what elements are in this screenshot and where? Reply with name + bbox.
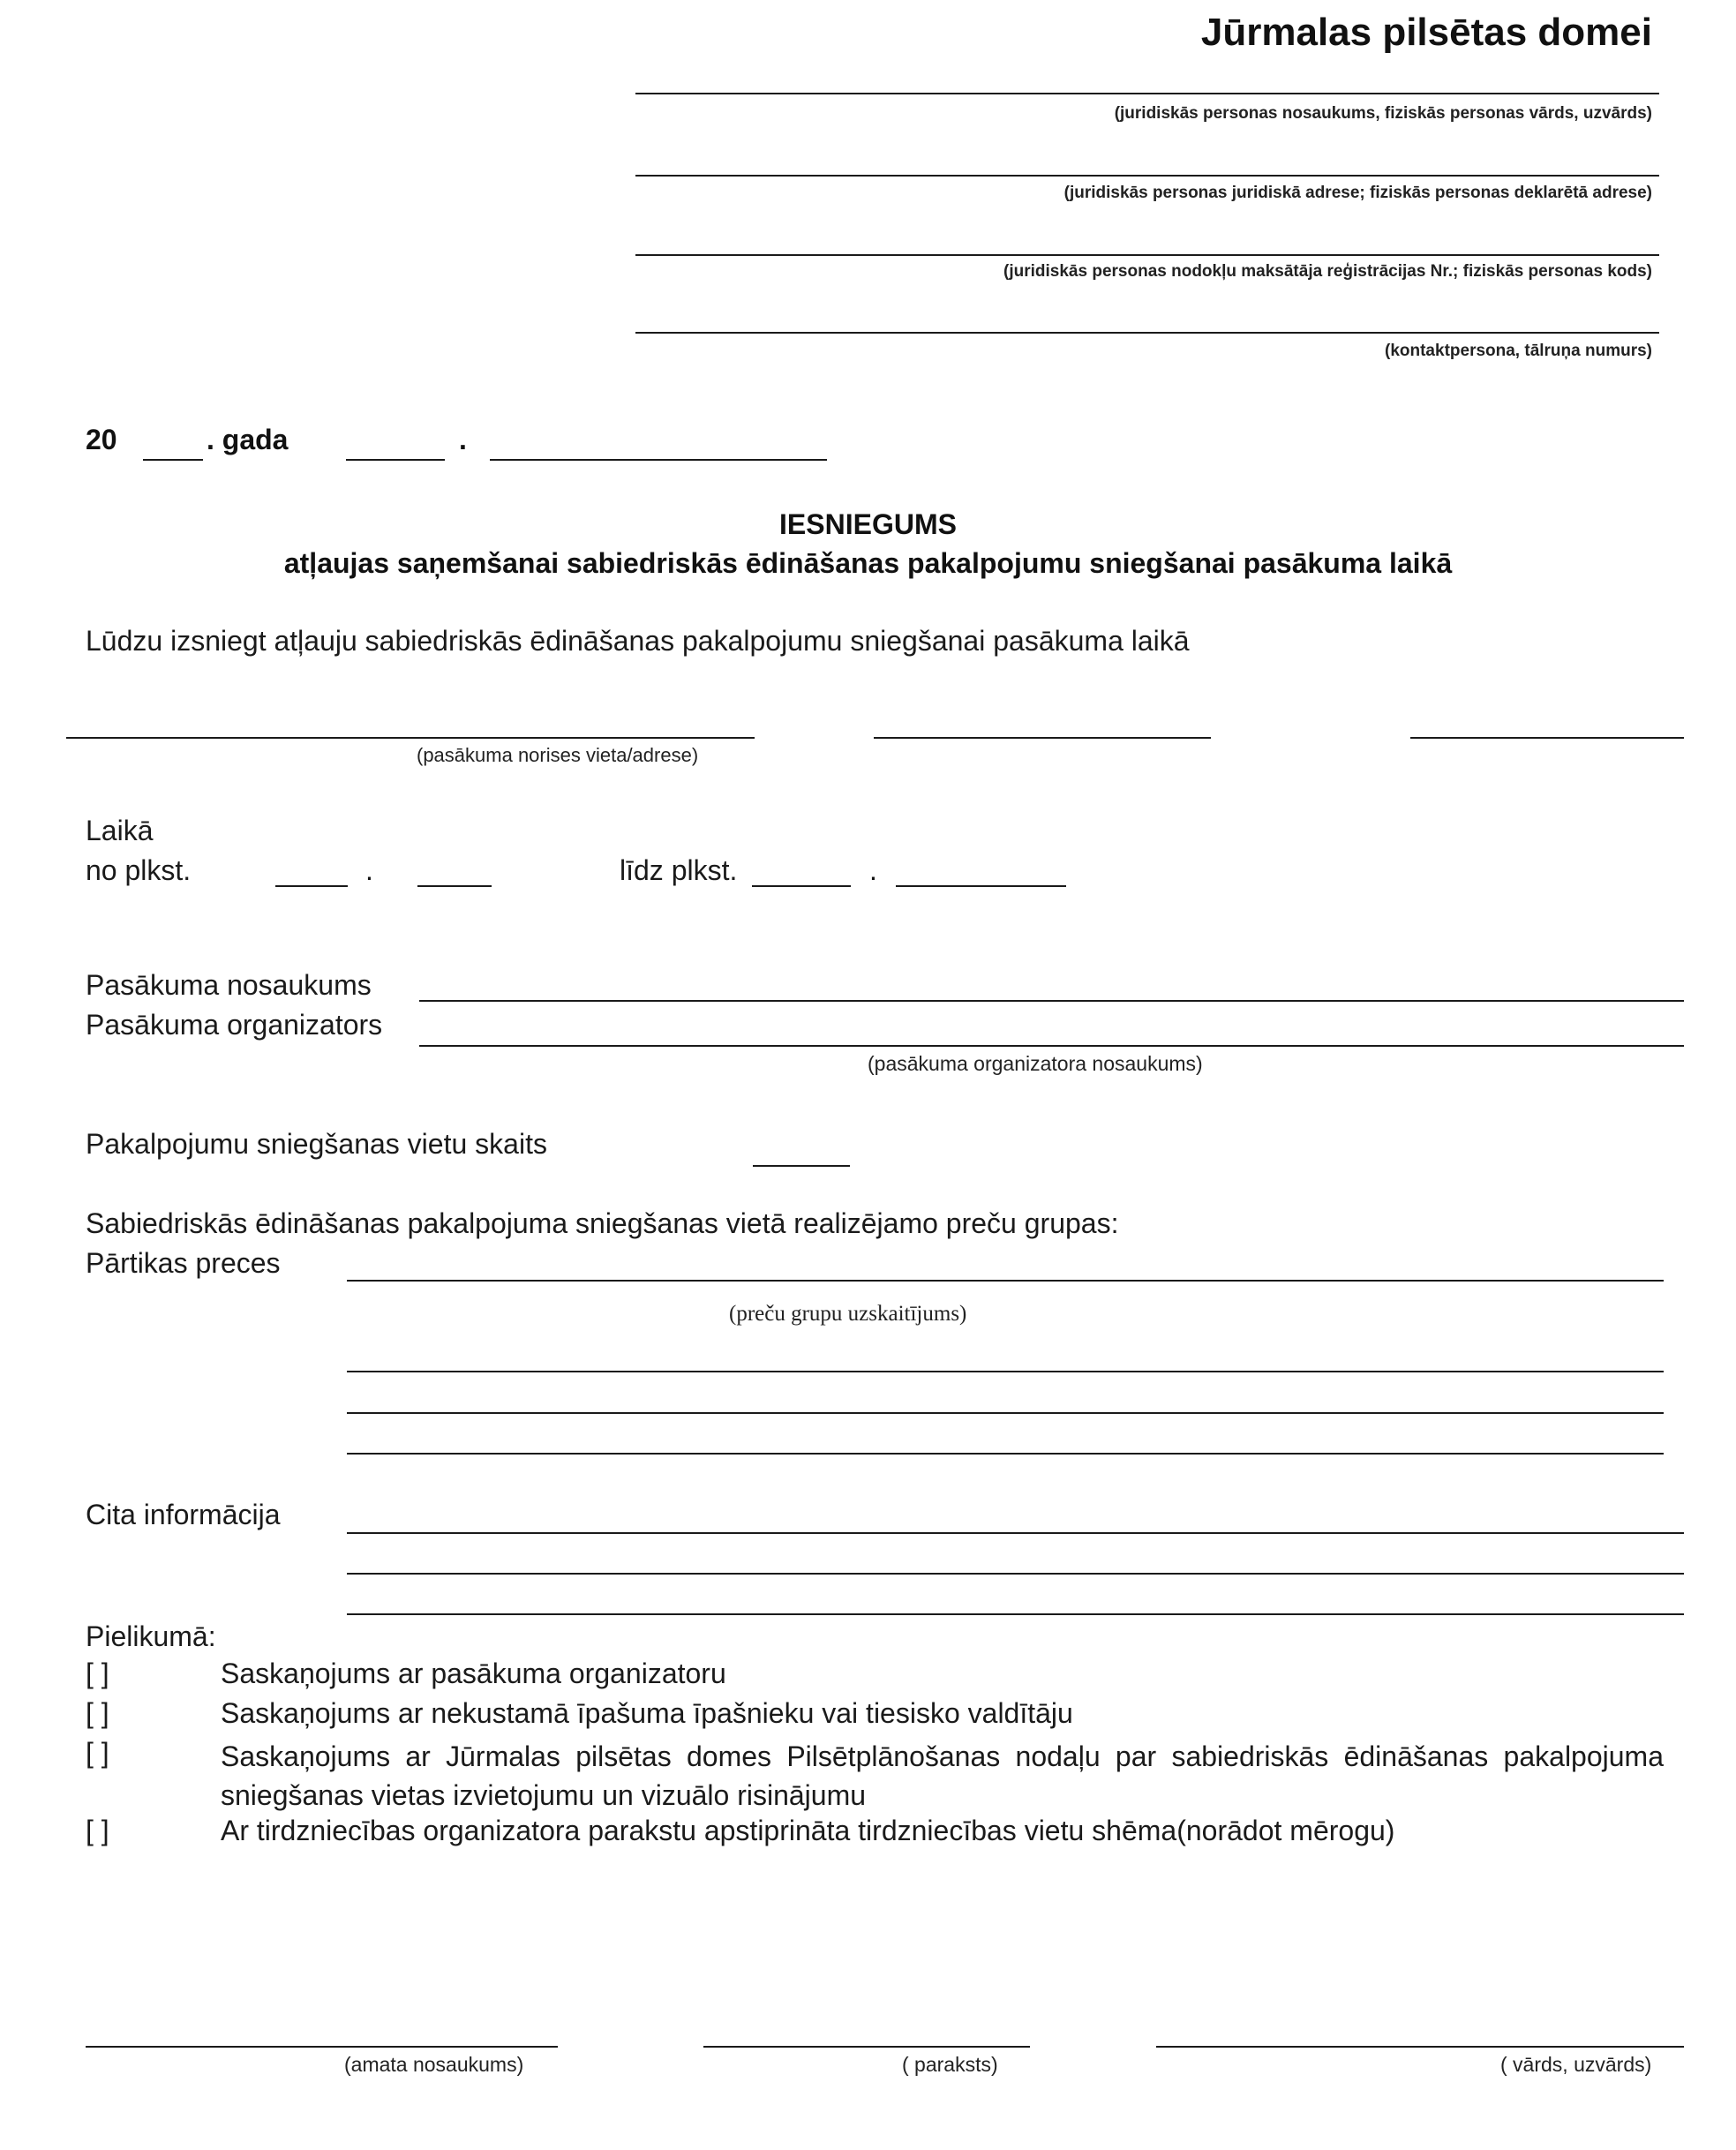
date-year-prefix: 20 (86, 424, 117, 455)
event-organizer-label: Pasākuma organizators (86, 1009, 383, 1041)
location-line-3[interactable] (1410, 737, 1684, 739)
attachment-checkbox-4[interactable]: [ ] (86, 1815, 109, 1846)
attachment-item-3: Saskaņojums ar Jūrmalas pilsētas domes Pilsētplānošanas nodaļu par sabiedriskās ēdināšanas pakalpojuma sniegšanas vietas izvietojumu un vizuālo risinājumu (221, 1740, 1664, 1811)
applicant-id-line[interactable] (635, 254, 1659, 256)
location-hint: (pasākuma norises vieta/adrese) (417, 744, 699, 766)
applicant-address-hint: (juridiskās personas juridiskā adrese; fiziskās personas deklarētā adrese) (1063, 184, 1652, 202)
date-day-line[interactable] (490, 459, 827, 461)
date-month-line[interactable] (346, 459, 445, 461)
location-line-2[interactable] (874, 737, 1211, 739)
places-line[interactable] (753, 1165, 850, 1167)
time-to-dot: . (869, 854, 877, 886)
other-line-2[interactable] (347, 1573, 1684, 1575)
event-organizer-hint: (pasākuma organizatora nosaukums) (868, 1052, 1203, 1075)
time-from-hour-line[interactable] (275, 885, 348, 887)
attachment-item-2: Saskaņojums ar nekustamā īpašuma īpašnieku vai tiesisko valdītāju (221, 1697, 1073, 1729)
contact-hint: (kontaktpersona, tālruņa numurs) (1385, 342, 1652, 360)
request-text: Lūdzu izsniegt atļauju sabiedriskās ēdināšanas pakalpojumu sniegšanai pasākuma laikā (86, 625, 1190, 657)
doc-subtitle: atļaujas saņemšanai sabiedriskās ēdināšanas pakalpojumu sniegšanai pasākuma laikā (283, 547, 1453, 579)
time-from-min-line[interactable] (417, 885, 492, 887)
applicant-address-line[interactable] (635, 175, 1659, 177)
applicant-name-line[interactable] (635, 93, 1659, 94)
signature-name-hint: ( vārds, uzvārds) (1500, 2053, 1652, 2076)
food-line-2[interactable] (347, 1371, 1664, 1372)
other-line-1[interactable] (347, 1532, 1684, 1534)
signature-sign-hint: ( paraksts) (902, 2053, 998, 2076)
time-from-label: no plkst. (86, 854, 192, 886)
food-line-1[interactable] (347, 1280, 1664, 1282)
attachment-item-1: Saskaņojums ar pasākuma organizatoru (221, 1658, 726, 1689)
goods-intro: Sabiedriskās ēdināšanas pakalpojuma sniegšanas vietā realizējamo preču grupas: (86, 1207, 1119, 1239)
event-name-line[interactable] (419, 1000, 1684, 1002)
attachment-item-4: Ar tirdzniecības organizatora parakstu apstiprināta tirdzniecības vietu shēma(norādot mērogu) (221, 1815, 1395, 1846)
date-dot: . (459, 424, 467, 455)
food-line-4[interactable] (347, 1453, 1664, 1455)
time-to-min-line[interactable] (896, 885, 1066, 887)
contact-line[interactable] (635, 332, 1659, 334)
location-line-1[interactable] (66, 737, 755, 739)
other-line-3[interactable] (347, 1613, 1684, 1615)
time-from-dot: . (365, 854, 373, 886)
time-to-label: līdz plkst. (620, 854, 738, 886)
date-year-line[interactable] (143, 459, 203, 461)
goods-hint: (preču grupu uzskaitījums) (729, 1302, 967, 1326)
event-organizer-line[interactable] (419, 1045, 1684, 1047)
signature-position-line[interactable] (86, 2046, 558, 2048)
signature-name-line[interactable] (1156, 2046, 1684, 2048)
signature-position-hint: (amata nosaukums) (344, 2053, 524, 2076)
attachments-title: Pielikumā: (86, 1620, 216, 1652)
attachment-checkbox-2[interactable]: [ ] (86, 1697, 109, 1729)
applicant-name-hint: (juridiskās personas nosaukums, fiziskās personas vārds, uzvārds) (1114, 104, 1652, 123)
attachment-checkbox-1[interactable]: [ ] (86, 1658, 109, 1689)
signature-sign-line[interactable] (703, 2046, 1030, 2048)
attachment-checkbox-3[interactable]: [ ] (86, 1737, 109, 1769)
event-name-label: Pasākuma nosaukums (86, 969, 372, 1001)
time-label: Laikā (86, 815, 154, 846)
other-info-label: Cita informācija (86, 1499, 281, 1530)
addressee: Jūrmalas pilsētas domei (1200, 11, 1652, 54)
applicant-id-hint: (juridiskās personas nodokļu maksātāja reģistrācijas Nr.; fiziskās personas kods) (1003, 262, 1652, 281)
places-label: Pakalpojumu sniegšanas vietu skaits (86, 1128, 547, 1160)
food-label: Pārtikas preces (86, 1247, 281, 1279)
date-gada: . gada (207, 424, 289, 455)
doc-title: IESNIEGUMS (779, 508, 957, 540)
time-to-hour-line[interactable] (752, 885, 851, 887)
food-line-3[interactable] (347, 1412, 1664, 1414)
